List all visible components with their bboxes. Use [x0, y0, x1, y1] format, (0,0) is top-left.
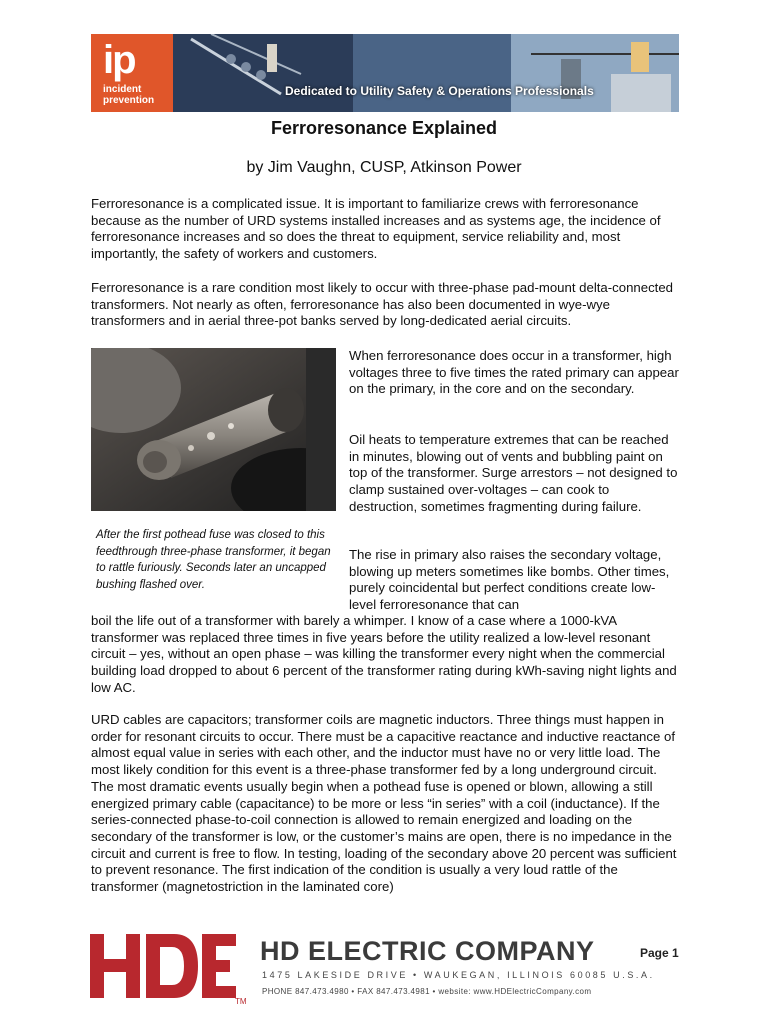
- paragraph-urd-cables: URD cables are capacitors; transformer coils are magnetic inductors. Three things must happen in order for resonant circuits to occur. There must be a capacitive reactance and inductive reactance of almost equal value in series with each other, and the inductor must have no or very little load. The most likely condition for this event is a three-phase transformer fed by a long underground circuit. The most dramatic events usually begin when a pothead fuse is opened or blown, allowing a still energized primary cable (capacitance) to be more or less “in series” with a coil (inductance). If the series-connected phase-to-coil connection is allowed to remain energized and loading on the secondary of the transformer is low, or the customer’s mains are open, there is no impedance in the circuit and current is free to flow. In testing, loading of the secondary above 20 percent was sufficient to prevent resonance. The first indication of the condition is usually a very loud rattle of the transformer (magnetostriction in the laminated core): [91, 712, 677, 895]
- paragraph-low-level-case: boil the life out of a transformer with barely a whimper. I know of a case where a 1000-kVA transformer was replaced three times in five years before the utility realized a low-level resonant circuit – yes, without an open phase – was killing the transformer every night when the commercial building load dropped to about 6 percent of the transformer rating during kWh-saving night lights and low AC.: [91, 613, 677, 695]
- banner-tagline: Dedicated to Utility Safety & Operations Professionals: [285, 84, 594, 98]
- logo-mark: ip: [103, 38, 135, 82]
- paragraph-secondary-rise: The rise in primary also raises the secondary voltage, blowing up meters sometimes like bombs. Other times, purely coincidental but perfect conditions create low-level ferroresonance that can: [349, 547, 670, 613]
- transformer-bushing-photo: [91, 348, 336, 511]
- company-contact: PHONE 847.473.4980 • FAX 847.473.4981 • website: www.HDElectricCompany.com: [262, 987, 592, 996]
- paragraph-rare-condition: Ferroresonance is a rare condition most likely to occur with three-phase pad-mount delta-connected transformers. Not nearly as often, ferroresonance has also been documented in wye-wye transformers and in aerial three-pot banks served by long-dedicated aerial circuits.: [91, 280, 674, 329]
- hde-logo: [90, 932, 250, 1006]
- logo-line2: prevention: [103, 95, 155, 106]
- photo-illustration: [91, 348, 336, 511]
- paragraph-intro: Ferroresonance is a complicated issue. It is important to familiarize crews with ferroresonance because as the number of URD systems installed increases and as systems age, the incidence of ferroresonance increases and so does the threat to equipment, service reliability and, most importantly, the safety of workers and customers.: [91, 196, 661, 262]
- incident-prevention-logo: [91, 34, 173, 112]
- article-byline: by Jim Vaughn, CUSP, Atkinson Power: [246, 159, 522, 176]
- paragraph-oil-heats: Oil heats to temperature extremes that can be reached in minutes, blowing out of vents and bubbling paint on top of the transformer. Surge arrestors – not designed to clamp sustained over-voltages – can cook to destruction, sometimes fragmenting during failure.: [349, 432, 678, 514]
- page-number: Page 1: [640, 946, 679, 960]
- logo-line1: incident: [103, 84, 142, 95]
- paragraph-high-voltages: When ferroresonance does occur in a transformer, high voltages three to five times the rated primary can appear on the primary, in the core and on the secondary.: [349, 348, 679, 397]
- article-title: Ferroresonance Explained: [270, 118, 498, 138]
- trademark: TM: [235, 997, 247, 1006]
- logo-name: [103, 84, 154, 106]
- banner-photo-illustration: [91, 34, 679, 112]
- hde-logo-mark: [90, 932, 250, 1006]
- header-banner: [91, 34, 679, 112]
- company-name: HD ELECTRIC COMPANY: [260, 936, 595, 966]
- photo-caption: After the first pothead fuse was closed to this feedthrough three-phase transformer, it began to rattle furiously. Seconds later an uncapped bushing flashed over.: [96, 529, 331, 591]
- company-address: 1475 LAKESIDE DRIVE • WAUKEGAN, ILLINOIS 60085 U.S.A.: [262, 970, 655, 980]
